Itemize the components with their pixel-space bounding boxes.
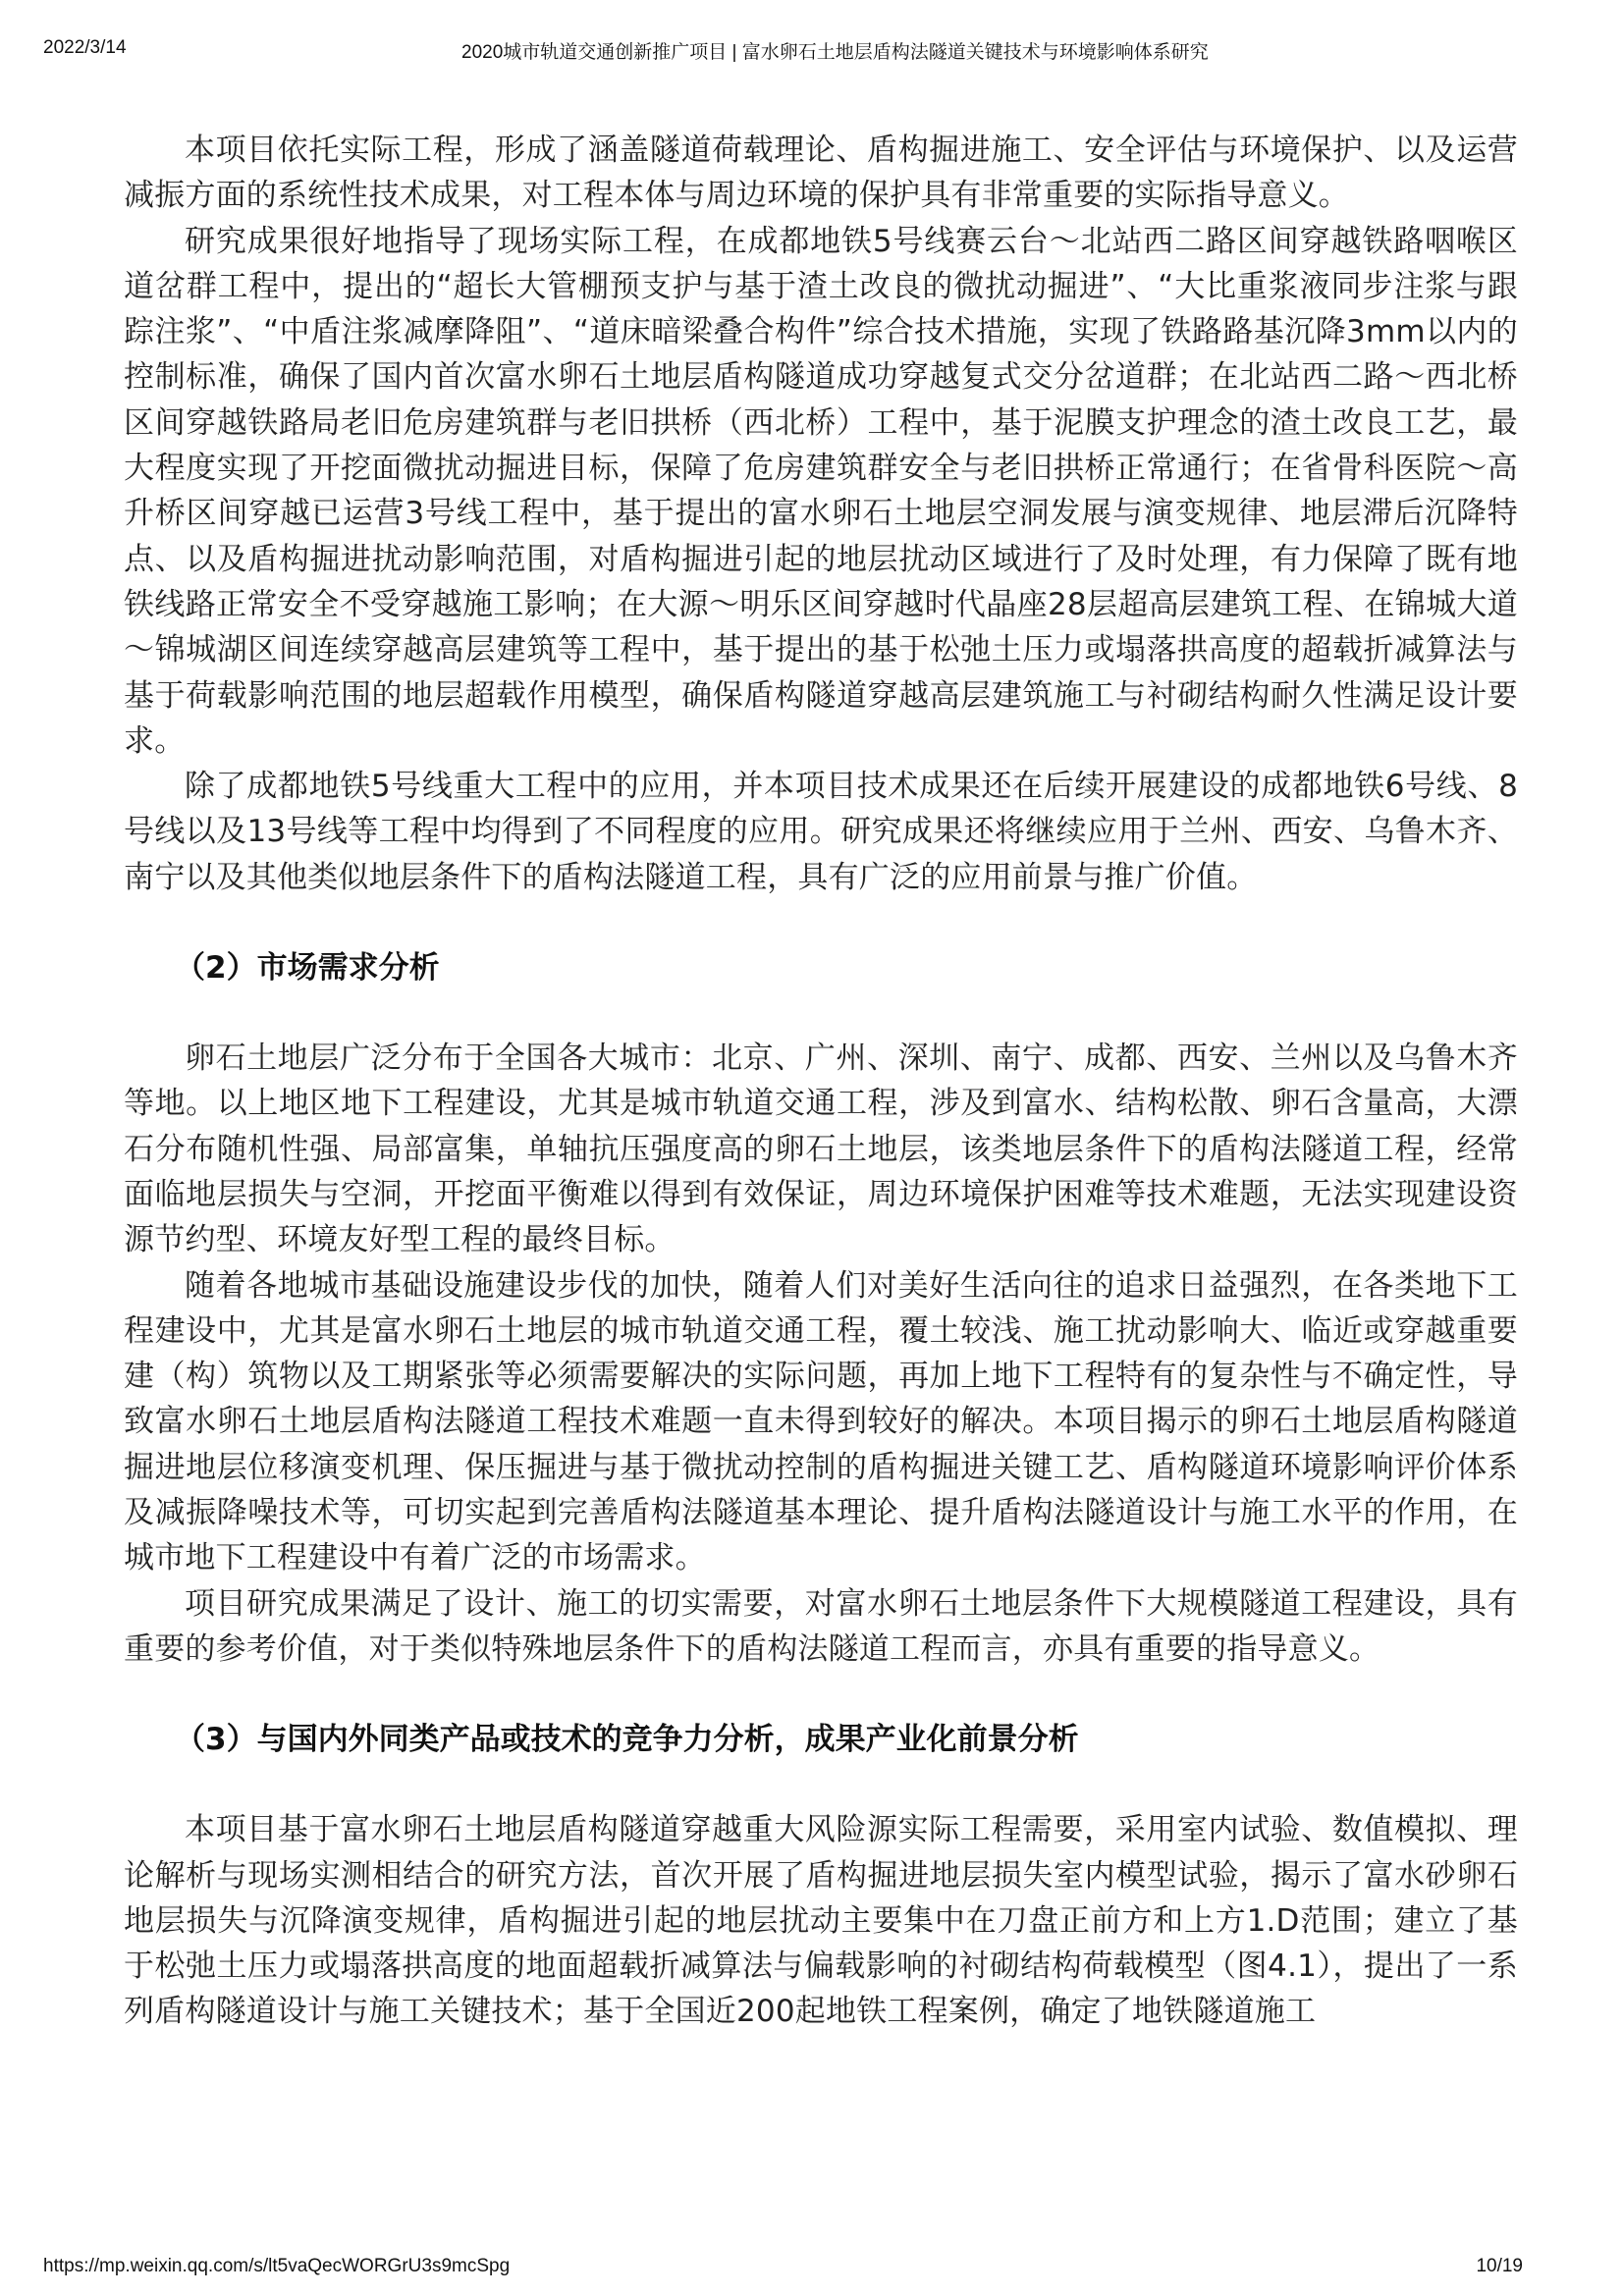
paragraph: 本项目依托实际工程，形成了涵盖隧道荷载理论、盾构掘进施工、安全评估与环境保护、以及运营减振方面的系统性技术成果，对工程本体与周边环境的保护具有非常重要的实际指导意义。 bbox=[124, 133, 1518, 214]
paragraph: 项目研究成果满足了设计、施工的切实需要，对富水卵石土地层条件下大规模隧道工程建设，具有重要的参考价值，对于类似特殊地层条件下的盾构法隧道工程而言，亦具有重要的指导意义。 bbox=[124, 1585, 1518, 1667]
paragraph: 除了成都地铁5号线重大工程中的应用，并本项目技术成果还在后续开展建设的成都地铁6号线、8号线以及13号线等工程中均得到了不同程度的应用。研究成果还将继续应用于兰州、西安、乌鲁木齐、南宁以及其他类似地层条件下的盾构法隧道工程，具有广泛的应用前景与推广价值。 bbox=[124, 769, 1518, 895]
paragraph: 随着各地城市基础设施建设步伐的加快，随着人们对美好生活向往的追求日益强烈，在各类地下工程建设中，尤其是富水卵石土地层的城市轨道交通工程，覆土较浅、施工扰动影响大、临近或穿越重要建（构）筑物以及工期紧张等必须需要解决的实际问题，再加上地下工程特有的复杂性与不确定性，导致富水卵石土地层盾构法隧道工程技术难题一直未得到较好的解决。本项目揭示的卵石土地层盾构隧道掘进地层位移演变机理、保压掘进与基于微扰动控制的盾构掘进关键工艺、盾构隧道环境影响评价体系及减振降噪技术等，可切实起到完善盾构法隧道基本理论、提升盾构法隧道设计与施工水平的作用，在城市地下工程建设中有着广泛的市场需求。 bbox=[124, 1267, 1518, 1576]
print-page-title: 2020城市轨道交通创新推广项目 | 富水卵石土地层盾构法隧道关键技术与环境影响体系研究 bbox=[461, 42, 1209, 63]
paragraph: 研究成果很好地指导了现场实际工程，在成都地铁5号线赛云台～北站西二路区间穿越铁路咽喉区道岔群工程中，提出的“超长大管棚预支护与基于渣土改良的微扰动掘进”、“大比重浆液同步注浆与跟踪注浆”、“中盾注浆减摩降阻”、“道床暗梁叠合构件”综合技术措施，实现了铁路路基沉降3mm以内的控制标准，确保了国内首次富水卵石土地层盾构隧道成功穿越复式交分岔道群；在北站西二路～西北桥区间穿越铁路局老旧危房建筑群与老旧拱桥（西北桥）工程中，基于泥膜支护理念的渣土改良工艺，最大程度实现了开挖面微扰动掘进目标，保障了危房建筑群安全与老旧拱桥正常通行；在省骨科医院～高升桥区间穿越已运营3号线工程中，基于提出的富水卵石土地层空洞发展与演变规律、地层滞后沉降特点、以及盾构掘进扰动影响范围，对盾构掘进引起的地层扰动区域进行了及时处理，有力保障了既有地铁线路正常安全不受穿越施工影响；在大源～明乐区间穿越时代晶座28层超高层建筑工程、在锦城大道～锦城湖区间连续穿越高层建筑等工程中，基于提出的基于松弛土压力或塌落拱高度的超载折减算法与基于荷载影响范围的地层超载作用模型，确保盾构隧道穿越高层建筑施工与衬砌结构耐久性满足设计要求。 bbox=[124, 223, 1518, 759]
print-date: 2022/3/14 bbox=[43, 37, 127, 58]
paragraph: 卵石土地层广泛分布于全国各大城市：北京、广州、深圳、南宁、成都、西安、兰州以及乌鲁木齐等地。以上地区地下工程建设，尤其是城市轨道交通工程，涉及到富水、结构松散、卵石含量高，大漂石分布随机性强、局部富集，单轴抗压强度高的卵石土地层，该类地层条件下的盾构法隧道工程，经常面临地层损失与空洞，开挖面平衡难以得到有效保证，周边环境保护困难等技术难题，无法实现建设资源节约型、环境友好型工程的最终目标。 bbox=[124, 1041, 1518, 1258]
print-header bbox=[0, 37, 1623, 67]
section-heading-competitiveness: （3）与国内外同类产品或技术的竞争力分析，成果产业化前景分析 bbox=[175, 1722, 1079, 1758]
page-number: 10/19 bbox=[1476, 2256, 1523, 2276]
paragraph: 本项目基于富水卵石土地层盾构隧道穿越重大风险源实际工程需要，采用室内试验、数值模拟、理论解析与现场实测相结合的研究方法，首次开展了盾构掘进地层损失室内模型试验，揭示了富水砂卵石地层损失与沉降演变规律，盾构掘进引起的地层扰动主要集中在刀盘正前方和上方1.D范围；建立了基于松弛土压力或塌落拱高度的地面超载折减算法与偏载影响的衬砌结构荷载模型（图4.1），提出了一系列盾构隧道设计与施工关键技术；基于全国近200起地铁工程案例，确定了地铁隧道施工 bbox=[124, 1812, 1518, 2030]
article-body bbox=[124, 128, 1518, 2035]
print-footer bbox=[0, 2256, 1623, 2285]
section-heading-market-demand: （2）市场需求分析 bbox=[175, 950, 440, 987]
page-url: https://mp.weixin.qq.com/s/lt5vaQecWORGrU3s9mcSpg bbox=[43, 2256, 511, 2276]
